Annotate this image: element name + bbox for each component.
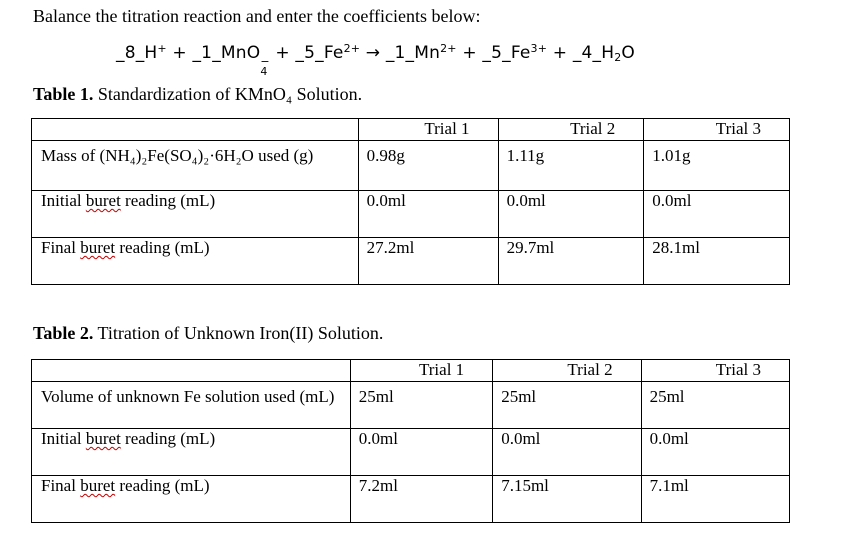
water-h: H bbox=[601, 43, 615, 63]
table-row bbox=[32, 141, 790, 191]
value: 0.0ml bbox=[652, 191, 692, 210]
table-header-row bbox=[32, 360, 790, 382]
value: 0.0ml bbox=[506, 191, 546, 210]
row-label bbox=[32, 476, 351, 523]
value: 7.15ml bbox=[501, 476, 549, 495]
value-cell bbox=[641, 382, 789, 429]
value-cell bbox=[493, 429, 641, 476]
value: 28.1ml bbox=[652, 238, 700, 257]
value-cell bbox=[350, 429, 492, 476]
spellcheck-word: buret bbox=[85, 429, 121, 448]
plus-sign: + bbox=[166, 43, 193, 63]
value-cell bbox=[498, 141, 644, 191]
mno4-subscript: 4 bbox=[260, 65, 268, 78]
value: 0.0ml bbox=[501, 429, 541, 448]
label-text: reading (mL) bbox=[115, 238, 210, 257]
table2-caption-text: Titration of Unknown Iron(II) Solution. bbox=[93, 323, 384, 343]
value: 0.0ml bbox=[358, 429, 398, 448]
volume-label: Volume of unknown Fe solution used (mL) bbox=[41, 387, 335, 406]
label-text: Initial bbox=[41, 429, 86, 448]
value-cell bbox=[498, 238, 644, 285]
spellcheck-word: buret bbox=[85, 191, 121, 210]
value-cell bbox=[644, 191, 790, 238]
label-text: reading (mL) bbox=[115, 476, 210, 495]
permanganate-ion: MnO bbox=[220, 43, 261, 63]
header-trial-2: Trial 2 bbox=[493, 360, 641, 382]
table-row bbox=[32, 476, 790, 523]
titration-table bbox=[31, 359, 790, 523]
plus-sign: + bbox=[456, 43, 483, 63]
value-cell bbox=[641, 429, 789, 476]
value-cell bbox=[350, 382, 492, 429]
spellcheck-word: buret bbox=[80, 476, 116, 495]
value: 27.2ml bbox=[366, 238, 415, 257]
value: 0.0ml bbox=[649, 429, 689, 448]
value: 25ml bbox=[501, 387, 537, 406]
table-row bbox=[32, 429, 790, 476]
fe3-charge: 3+ bbox=[530, 42, 548, 55]
value-cell bbox=[350, 476, 492, 523]
value: 0.98g bbox=[366, 146, 405, 165]
label-text: reading (mL) bbox=[120, 429, 216, 448]
fe2-charge: 2+ bbox=[343, 42, 361, 55]
instructions-text: Balance the titration reaction and enter the coefficients below: bbox=[33, 6, 481, 26]
fe2-coefficient: _5_ bbox=[295, 43, 324, 63]
value: 7.2ml bbox=[358, 476, 398, 495]
value-cell bbox=[493, 476, 641, 523]
row-label bbox=[32, 141, 359, 191]
final-label bbox=[41, 238, 358, 258]
mno4-charge: − bbox=[260, 55, 270, 68]
manganese-ion: Mn bbox=[414, 43, 441, 63]
water-o: O bbox=[621, 43, 636, 63]
mno4-coefficient: _1_ bbox=[192, 43, 221, 63]
value-cell bbox=[493, 382, 641, 429]
value-cell bbox=[358, 191, 498, 238]
table2-caption-label: Table 2. bbox=[33, 323, 94, 343]
initial-label bbox=[41, 429, 350, 449]
mass-label: Mass of (NH₄)₂Fe(SO₄)₂·6H₂O used (g) bbox=[41, 146, 314, 165]
value-cell bbox=[644, 238, 790, 285]
iron2-ion: Fe bbox=[323, 43, 344, 63]
header-trial-1: Trial 1 bbox=[358, 119, 498, 141]
initial-label bbox=[41, 191, 358, 211]
table-row bbox=[32, 382, 790, 429]
value: 0.0ml bbox=[366, 191, 406, 210]
row-label bbox=[32, 382, 351, 429]
balanced-equation bbox=[116, 42, 635, 77]
header-cell bbox=[32, 119, 359, 141]
water-subscript: 2 bbox=[614, 51, 622, 64]
header-trial-3: Trial 3 bbox=[641, 360, 789, 382]
row-label bbox=[32, 238, 359, 285]
h2o-coefficient: _4_ bbox=[572, 43, 602, 63]
header-cell bbox=[32, 360, 351, 382]
reaction-arrow: → bbox=[360, 43, 386, 63]
table1-caption-text: Standardization of KMnO₄ Solution. bbox=[93, 84, 363, 104]
value: 25ml bbox=[358, 387, 394, 406]
row-label bbox=[32, 191, 359, 238]
h-charge: + bbox=[157, 42, 167, 55]
plus-sign: + bbox=[547, 43, 573, 63]
plus-sign: + bbox=[269, 43, 296, 63]
mn-charge: 2+ bbox=[440, 42, 457, 55]
value-cell bbox=[644, 141, 790, 191]
table-row bbox=[32, 191, 790, 238]
value: 29.7ml bbox=[506, 238, 555, 257]
table2-caption bbox=[33, 323, 383, 344]
table-header-row bbox=[32, 119, 790, 141]
h-ion: H bbox=[144, 43, 158, 63]
label-text: reading (mL) bbox=[120, 191, 216, 210]
header-trial-1: Trial 1 bbox=[350, 360, 492, 382]
table1-caption-label: Table 1. bbox=[33, 84, 94, 104]
value: 25ml bbox=[649, 387, 685, 406]
standardization-table bbox=[31, 118, 790, 285]
h-coefficient: _8_ bbox=[116, 43, 145, 63]
header-trial-2: Trial 2 bbox=[498, 119, 644, 141]
value-cell bbox=[358, 238, 498, 285]
table1-caption bbox=[33, 84, 362, 105]
value-cell bbox=[498, 191, 644, 238]
fe3-coefficient: _5_ bbox=[482, 43, 511, 63]
iron3-ion: Fe bbox=[510, 43, 531, 63]
value: 7.1ml bbox=[649, 476, 689, 495]
final-label bbox=[41, 476, 350, 496]
row-label bbox=[32, 429, 351, 476]
mn-coefficient: _1_ bbox=[385, 43, 415, 63]
label-text: Initial bbox=[41, 191, 86, 210]
value-cell bbox=[641, 476, 789, 523]
label-text: Final bbox=[41, 238, 81, 257]
label-text: Final bbox=[41, 476, 81, 495]
spellcheck-word: buret bbox=[80, 238, 116, 257]
table-row bbox=[32, 238, 790, 285]
value: 1.01g bbox=[652, 146, 691, 165]
header-trial-3: Trial 3 bbox=[644, 119, 790, 141]
value: 1.11g bbox=[506, 146, 545, 165]
value-cell bbox=[358, 141, 498, 191]
